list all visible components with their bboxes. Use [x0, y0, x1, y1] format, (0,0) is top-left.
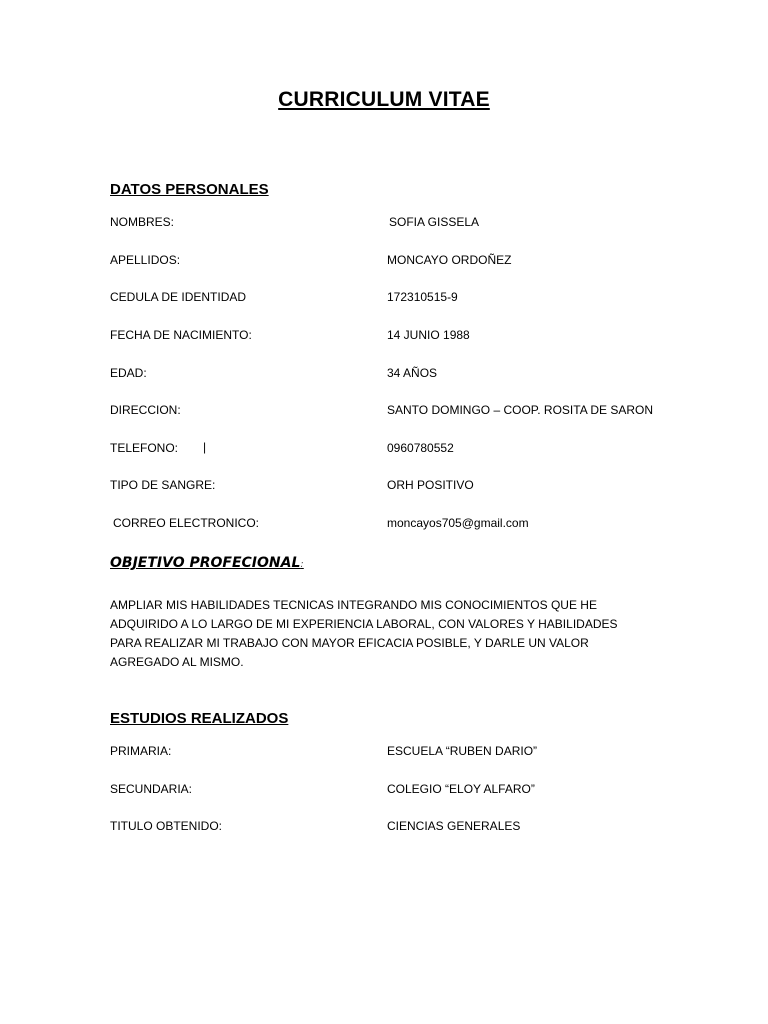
- field-label: EDAD:: [110, 366, 147, 380]
- section-heading-datos-personales: DATOS PERSONALES: [110, 181, 269, 198]
- field-label: TELEFONO:: [110, 441, 179, 455]
- objetivo-paragraph: AMPLIAR MIS HABILIDADES TECNICAS INTEGRANDO MIS CONOCIMIENTOS QUE HE ADQUIRIDO A LO LARGO DE MI EXPERIENCIA LABORAL, CON VALORES Y HABILIDADES PARA REALIZAR MI TRABAJO CON MAYOR EFICACIA POSIBLE, Y DARLE UN VALOR AGREGADO AL MISMO.: [110, 598, 618, 669]
- field-row-secundaria: [110, 782, 670, 800]
- field-row-fecha-nacimiento: [110, 328, 670, 346]
- field-row-nombres: [110, 215, 670, 233]
- field-row-apellidos: [110, 253, 670, 271]
- objetivo-heading-colon: :: [300, 559, 304, 570]
- field-label: APELLIDOS:: [110, 253, 181, 267]
- field-label: TIPO DE SANGRE:: [110, 478, 216, 492]
- field-label: FECHA DE NACIMIENTO:: [110, 328, 252, 342]
- field-label: SECUNDARIA:: [110, 782, 193, 796]
- field-label: TITULO OBTENIDO:: [110, 819, 223, 833]
- field-label: CORREO ELECTRONICO:: [113, 516, 260, 530]
- field-value: COLEGIO “ELOY ALFARO”: [387, 782, 535, 796]
- field-row-edad: [110, 366, 670, 384]
- field-row-telefono: [110, 441, 670, 459]
- field-value: moncayos705@gmail.com: [387, 516, 529, 530]
- field-label: CEDULA DE IDENTIDAD: [110, 290, 247, 304]
- field-label: NOMBRES:: [110, 215, 175, 229]
- document-title: CURRICULUM VITAE: [278, 88, 490, 111]
- field-row-tipo-sangre: [110, 478, 670, 496]
- field-row-primaria: [110, 744, 670, 762]
- field-value: 34 AÑOS: [387, 366, 438, 380]
- field-value: CIENCIAS GENERALES: [387, 819, 521, 833]
- field-row-cedula: [110, 290, 670, 308]
- field-label: PRIMARIA:: [110, 744, 172, 758]
- field-value: MONCAYO ORDOÑEZ: [387, 253, 512, 267]
- field-value: ORH POSITIVO: [387, 478, 474, 492]
- section-heading-estudios: ESTUDIOS REALIZADOS: [110, 710, 289, 727]
- objetivo-heading-text: OBJETIVO PROFECIONAL: [110, 555, 301, 571]
- field-value: 14 JUNIO 1988: [387, 328, 470, 342]
- field-value: SANTO DOMINGO – COOP. ROSITA DE SARON: [387, 403, 654, 417]
- field-value: 0960780552: [387, 441, 454, 455]
- field-value: ESCUELA “RUBEN DARIO”: [387, 744, 538, 758]
- field-row-correo: [110, 516, 670, 534]
- section-heading-objetivo: [110, 555, 304, 571]
- text-cursor-marker: |: [203, 440, 207, 454]
- field-label: DIRECCION:: [110, 403, 181, 417]
- field-row-titulo: [110, 819, 670, 837]
- field-value: 172310515-9: [387, 290, 458, 304]
- field-row-direccion: [110, 403, 670, 421]
- field-value: SOFIA GISSELA: [389, 215, 480, 229]
